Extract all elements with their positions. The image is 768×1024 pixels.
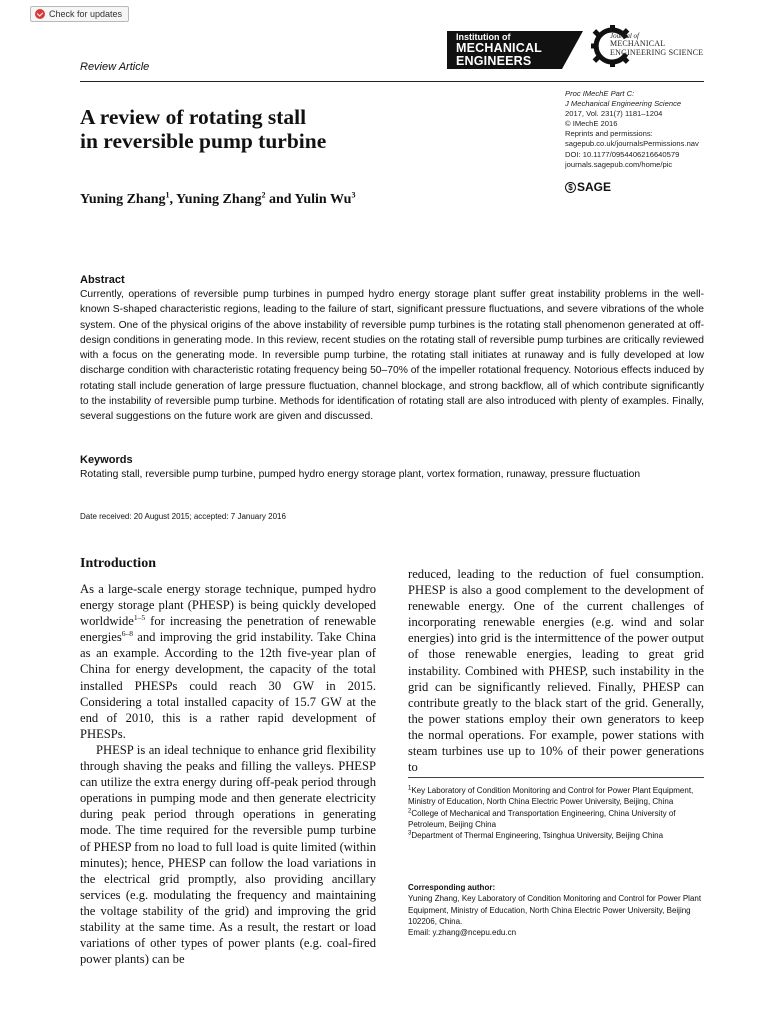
imeche-logo-text <box>456 33 542 67</box>
affiliation-mark: 1 <box>408 785 412 792</box>
affiliation-item <box>408 785 704 808</box>
right-column <box>408 566 704 775</box>
article-title <box>80 105 326 153</box>
author-list <box>80 192 355 208</box>
author-name: Yulin Wu <box>294 192 352 207</box>
intro-p1-text-a: As a large-scale energy storage technique, pumped hydro energy storage plant (PHESP) is being quickly developed worldwide <box>80 582 376 629</box>
doi[interactable]: DOI: 10.1177/0954406216640579 <box>565 149 680 159</box>
check-for-updates-button[interactable] <box>30 6 129 22</box>
corresponding-author-text: Yuning Zhang, Key Laboratory of Condition Monitoring and Control for Power Plant Equipment, Ministry of Education, North China Electric Power University, Beijing 102206, China. <box>408 894 702 926</box>
author-separator: , <box>169 192 176 207</box>
check-updates-icon <box>35 9 45 19</box>
journal-info-line5: Reprints and permissions: <box>565 129 653 139</box>
affiliation-text: Department of Thermal Engineering, Tsinghua University, Beijing China <box>411 831 664 841</box>
author-affiliation: 3 <box>351 190 356 200</box>
imeche-logo-line1: Institution of <box>456 32 511 42</box>
author-name: Yuning Zhang <box>80 192 166 207</box>
date-received: Date received: 20 August 2015; accepted: 7 January 2016 <box>80 512 286 521</box>
keywords <box>80 454 704 482</box>
title-line2: in reversible pump turbine <box>80 129 327 153</box>
check-updates-label: Check for updates <box>49 9 123 19</box>
corresponding-author-heading: Corresponding author: <box>408 883 496 892</box>
journal-logo-text <box>610 33 703 57</box>
citation-ref[interactable]: 1–5 <box>133 613 146 622</box>
corresponding-author <box>408 882 704 938</box>
author-affiliation: 2 <box>261 190 266 200</box>
header-divider <box>80 81 704 82</box>
left-column <box>80 581 376 967</box>
intro-p1-text-c: and improving the grid instability. Take China as an example. According to the 12th five-year plan of China for energy development, the capacity of the total installed PHESPs could reach 30 GW in 2015. Considering a total installed capacity of 15.7 GW at the end of 2010, this is a rather rapid development of PHESPs. <box>80 630 376 741</box>
affiliation-item <box>408 830 704 841</box>
affiliation-mark: 3 <box>408 830 412 837</box>
affiliation-mark: 2 <box>408 807 412 814</box>
journal-logo-line1: Journal of <box>610 32 639 40</box>
sage-logo <box>565 180 611 194</box>
introduction-heading: Introduction <box>80 556 156 571</box>
affiliation-text: College of Mechanical and Transportation Engineering, China University of Petroleum, Beijing China <box>408 808 676 829</box>
article-type: Review Article <box>80 61 150 73</box>
journal-info-line4: © IMechE 2016 <box>565 119 618 129</box>
author-name: Yuning Zhang <box>175 192 262 207</box>
sage-logo-text: SAGE <box>577 180 612 194</box>
journal-homepage-link[interactable]: journals.sagepub.com/home/pic <box>565 159 673 169</box>
keywords-heading: Keywords <box>80 454 133 466</box>
sage-dollar-icon: $ <box>565 182 576 193</box>
intro-p1-text-b: for increasing the penetration of renewable energies <box>80 614 376 645</box>
abstract-heading: Abstract <box>80 274 125 286</box>
journal-info-line2: J Mechanical Engineering Science <box>565 99 682 109</box>
affiliations <box>408 785 704 841</box>
footnote-divider <box>408 777 704 778</box>
author-separator: and <box>265 192 295 207</box>
intro-paragraph-2: PHESP is an ideal technique to enhance grid flexibility through shaving the peaks and filling the valleys. PHESP can utilize the extra energy during off-peak period through operations in pumping mode and then generate electricity during peak period through operations in generating mode. The time required for the reversible pump turbine of PHESP from no load to full load is quite limited (within minutes); hence, PHESP can follow the load variations in the electrical grid promptly, also providing ancillary services (e.g. modulating the frequency and maintaining the voltage stability of the grid) and improving the grid stability at the same time. As a result, the restart or load variations of other types of power plants (e.g. coal-fired power plants) can be <box>80 742 376 967</box>
title-line1: A review of rotating stall <box>80 105 307 129</box>
intro-paragraph-1 <box>80 581 376 742</box>
author-affiliation: 1 <box>165 190 170 200</box>
journal-info <box>565 89 715 170</box>
intro-paragraph-3: reduced, leading to the reduction of fuel consumption. PHESP is also a good complement to the development of renewable energy. One of the current challenges of incorporating renewable energies (e.g. wind and solar energies) into grid is the intermittence of the power output of those renewable energies, leading to great grid instability. Combined with PHESP, such instability in the grid can be significantly relieved. Finally, PHESP can contribute greatly to the black start of the grid. Generally, the power stations employ their own generators to keep the normal operations. For example, power stations with steam turbines use up to 10% of their power generations to <box>408 567 704 775</box>
permissions-link[interactable]: sagepub.co.uk/journalsPermissions.nav <box>565 139 699 149</box>
abstract <box>80 274 704 424</box>
abstract-text: Currently, operations of reversible pump turbines in pumped hydro energy storage plant suffer great instability problems in the well-known S-shaped characteristic regions, leading to the failure of start, significant pressure fluctuations, and severe vibrations of the whole system. One of the physical origins of the above instability of reversible pump turbines is the rotating stall phenomenon generated at off-design conditions in generating mode. In this review, recent studies on the rotating stall of reversible pump turbines are critically reviewed with a focus on the generating mode. In reversible pump turbine, the rotating stall initiates at runaway and is fully developed at low discharge condition with characteristic rotating frequency being 50–70% of the impeller rotational frequency. Notorious effects induced by rotating stall include generation of large pressure fluctuation, channel blockage, and strong backflow, all of which contribute significantly to the instability of reversible pump turbine. Methods for identification of rotating stall are also introduced with plenty of examples. Finally, several suggestions on the future work are given and discussed. <box>80 289 704 422</box>
keywords-text: Rotating stall, reversible pump turbine, pumped hydro energy storage plant, vortex formation, runaway, pressure fluctuation <box>80 469 641 480</box>
imeche-logo-line2: MECHANICAL <box>456 41 543 55</box>
journal-logo-line2: MECHANICAL <box>610 39 666 49</box>
imeche-logo-line3: ENGINEERS <box>456 53 532 68</box>
citation-ref[interactable]: 6–8 <box>121 629 133 639</box>
journal-info-line1: Proc IMechE Part C: <box>565 89 635 98</box>
journal-info-line3: 2017, Vol. 231(7) 1181–1204 <box>565 109 663 119</box>
affiliation-text: Key Laboratory of Condition Monitoring and Control for Power Plant Equipment, Ministry of Education, North China Electric Power University, Beijing, China <box>408 786 694 807</box>
journal-logo-line3: ENGINEERING SCIENCE <box>610 47 704 57</box>
affiliation-item <box>408 808 704 831</box>
corresponding-author-email[interactable]: Email: y.zhang@ncepu.edu.cn <box>408 928 517 938</box>
